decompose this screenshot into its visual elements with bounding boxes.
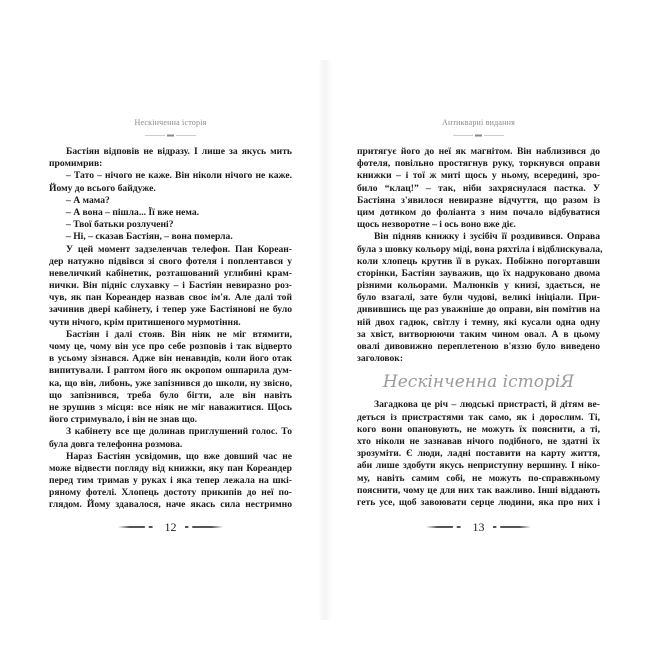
text-line: його стримувало, і він не знав що. xyxy=(49,414,198,426)
text-line: – Тато – нічого не каже. Він ніколи нічого не каже. xyxy=(66,170,292,182)
text-line: не зрушив з місця: все ніяк не міг наважитися. Щось xyxy=(49,401,292,413)
text-line: різними кольорами. Малюнків у книзі, здається, не xyxy=(357,280,600,292)
text-line: невеличкий кабінетик, розташований углибині крам- xyxy=(49,267,292,279)
right-page xyxy=(357,0,603,650)
text-line: дер натужно підвівся зі свого фотеля і поплентався у xyxy=(49,255,292,267)
folio-ornament-right-icon xyxy=(185,526,223,528)
text-line: Йому до всього байдуже. xyxy=(49,182,156,194)
text-line: Нараз Бастіян усвідомив, що вже довший час не xyxy=(66,450,292,462)
text-line: геть усе, щоб завоювати серце людини, яка про них і xyxy=(357,496,600,508)
page-text xyxy=(357,146,603,509)
text-line: було взагалі, зате були чудові, великі ініціали. При- xyxy=(357,292,600,304)
text-line: промимрив: xyxy=(49,158,103,170)
text-line: – Твої батьки розлучені? xyxy=(66,219,174,231)
text-line: сторінки, Бастіян зауважив, що їх надруковано двома xyxy=(357,267,600,279)
text-line: Бастіяна з'явилося невиразне відчуття, що разом із xyxy=(357,194,600,206)
page-number: 13 xyxy=(472,520,485,534)
text-line: У цей момент задзеленчав телефон. Пан Кореан- xyxy=(66,243,292,255)
paragraph xyxy=(49,146,292,170)
page-number: 12 xyxy=(164,520,177,534)
text-line: Загадкова це річ – людські пристрасті, й дітям ве- xyxy=(374,399,600,411)
running-head: Нескінченна історія xyxy=(134,118,207,127)
text-line: му, навіть самим собі, не можуть по-справжньому xyxy=(357,472,600,484)
text-line: Бастіян відповів не відразу. І лише за якусь мить xyxy=(66,146,292,157)
page-number-footer xyxy=(49,519,292,535)
paragraph xyxy=(357,231,603,365)
text-line: може відвести погляду від книжки, яку пан Кореандер xyxy=(49,462,292,474)
text-line: ній двох гадюк, світлу і темну, які кусали одна одну xyxy=(357,316,600,328)
text-line: ряному фотелі. Хлопець достоту прикипів до неї по- xyxy=(49,487,292,499)
running-head: Антикварні видання xyxy=(442,118,515,127)
text-line: заголовок: xyxy=(357,353,404,365)
text-line: ка, що він, либонь, уже запізнився до школи, ну звісно, xyxy=(49,377,292,389)
text-line: була довга телефонна розмова. xyxy=(49,438,183,450)
paragraph xyxy=(49,170,292,194)
text-line: пояснити, чому це для них так важливо. Інші віддають xyxy=(357,484,600,496)
text-line: в усьому зізнався. Адже він ненавидів, коли його отак xyxy=(49,353,292,365)
text-line: дивившись ще раз уважніше до оправи, він помітив на xyxy=(357,304,600,316)
paragraph xyxy=(49,195,292,207)
header-ornament-icon xyxy=(453,134,504,137)
text-line: притягує його до неї як магнітом. Він наблизився до xyxy=(357,146,600,157)
text-line: хто ніколи не зазнавав нічого подібного, не здатні їх xyxy=(357,435,600,447)
text-line: цим дотиком до фоліанта з ним почало відбуватися xyxy=(357,206,600,218)
decorative-book-title: Нескінченна історіЯ xyxy=(382,372,575,393)
paragraph xyxy=(49,329,292,427)
text-line: що запізнився, треба було бігти, але він навіть xyxy=(49,389,292,401)
text-line: – Ні, – сказав Бастіян, – вона померла. xyxy=(66,231,233,243)
paragraph xyxy=(357,146,600,231)
text-line: овалі дивовижно переплетеною в'яззю було виведено xyxy=(357,341,600,352)
text-line: за хвіст, витворюючи таким чином овал. А в цьому xyxy=(357,328,600,340)
paragraph xyxy=(49,451,292,512)
text-line: чому це, чому він усе про себе розповів і так відверто xyxy=(49,341,292,352)
book-gutter xyxy=(318,60,332,620)
text-line: Він підняв книжку і зусібіч її роздивився. Оправа xyxy=(374,231,600,243)
text-line: зрозуміти. Є люди, ладні поставити на карту життя, xyxy=(357,448,600,460)
text-line: кого вони опановують, не можуть їх пояснити, а ті, xyxy=(357,423,600,435)
text-line: книжки – і тої ж миті щось у ньому, всередині, зро- xyxy=(357,170,600,182)
text-line: – А вона – пішла... Її вже нема. xyxy=(66,206,200,218)
paragraph xyxy=(49,244,292,329)
text-line: випитували. І раптом його як окропом ошпарила дум- xyxy=(49,365,292,377)
folio-ornament-right-icon xyxy=(493,526,531,528)
paragraph xyxy=(357,399,600,509)
left-page xyxy=(49,0,292,650)
text-line: било “клац!” – так, ніби захряснулася пастка. У xyxy=(357,182,600,194)
text-line: перед тим тримав у руках і яка тепер лежала на шкі- xyxy=(49,475,292,487)
text-line: чув, як пан Кореандер назвав своє ім'я. Але далі той xyxy=(49,292,292,304)
text-line: глядом. Йому здавалося, наче якась сила нестримно xyxy=(49,499,292,511)
text-line: З кабінету все ще долинав приглушений голос. То xyxy=(66,426,292,438)
text-line: була з шовку кольору міді, вона ряхтіла і відблискувала, xyxy=(357,243,603,255)
paragraph xyxy=(49,219,292,231)
text-line: аби лише здобути якусь неприступну вершину. І ніко- xyxy=(357,460,600,472)
paragraph xyxy=(49,231,292,243)
paragraph xyxy=(49,426,292,450)
text-line: фотеля, повільно простягнув руку, торкнувся оправи xyxy=(357,158,600,170)
page-number-footer xyxy=(357,519,600,535)
text-line: зачинив двері кабінету, і тепер уже Бастіянові не було xyxy=(49,304,292,316)
paragraph xyxy=(49,207,292,219)
text-line: Бастіян і далі стояв. Він ніяк не міг втямити, xyxy=(66,328,292,340)
text-line: щось незворотне – і ось воно вже діє. xyxy=(357,219,516,231)
text-line: коли хлопець крутив її в руках. Побіжно погортавши xyxy=(357,255,600,267)
header-ornament-icon xyxy=(145,134,196,137)
page-text xyxy=(49,146,292,512)
text-line: чути нічого, крім притишеного мурмотіння. xyxy=(49,316,241,328)
text-line: нички. Він підніс слухавку – і Бастіян невиразно роз- xyxy=(49,280,292,292)
text-line: деться із пристрастями так само, як і дорослим. Ті, xyxy=(357,411,600,423)
text-line: – А мама? xyxy=(66,194,110,206)
